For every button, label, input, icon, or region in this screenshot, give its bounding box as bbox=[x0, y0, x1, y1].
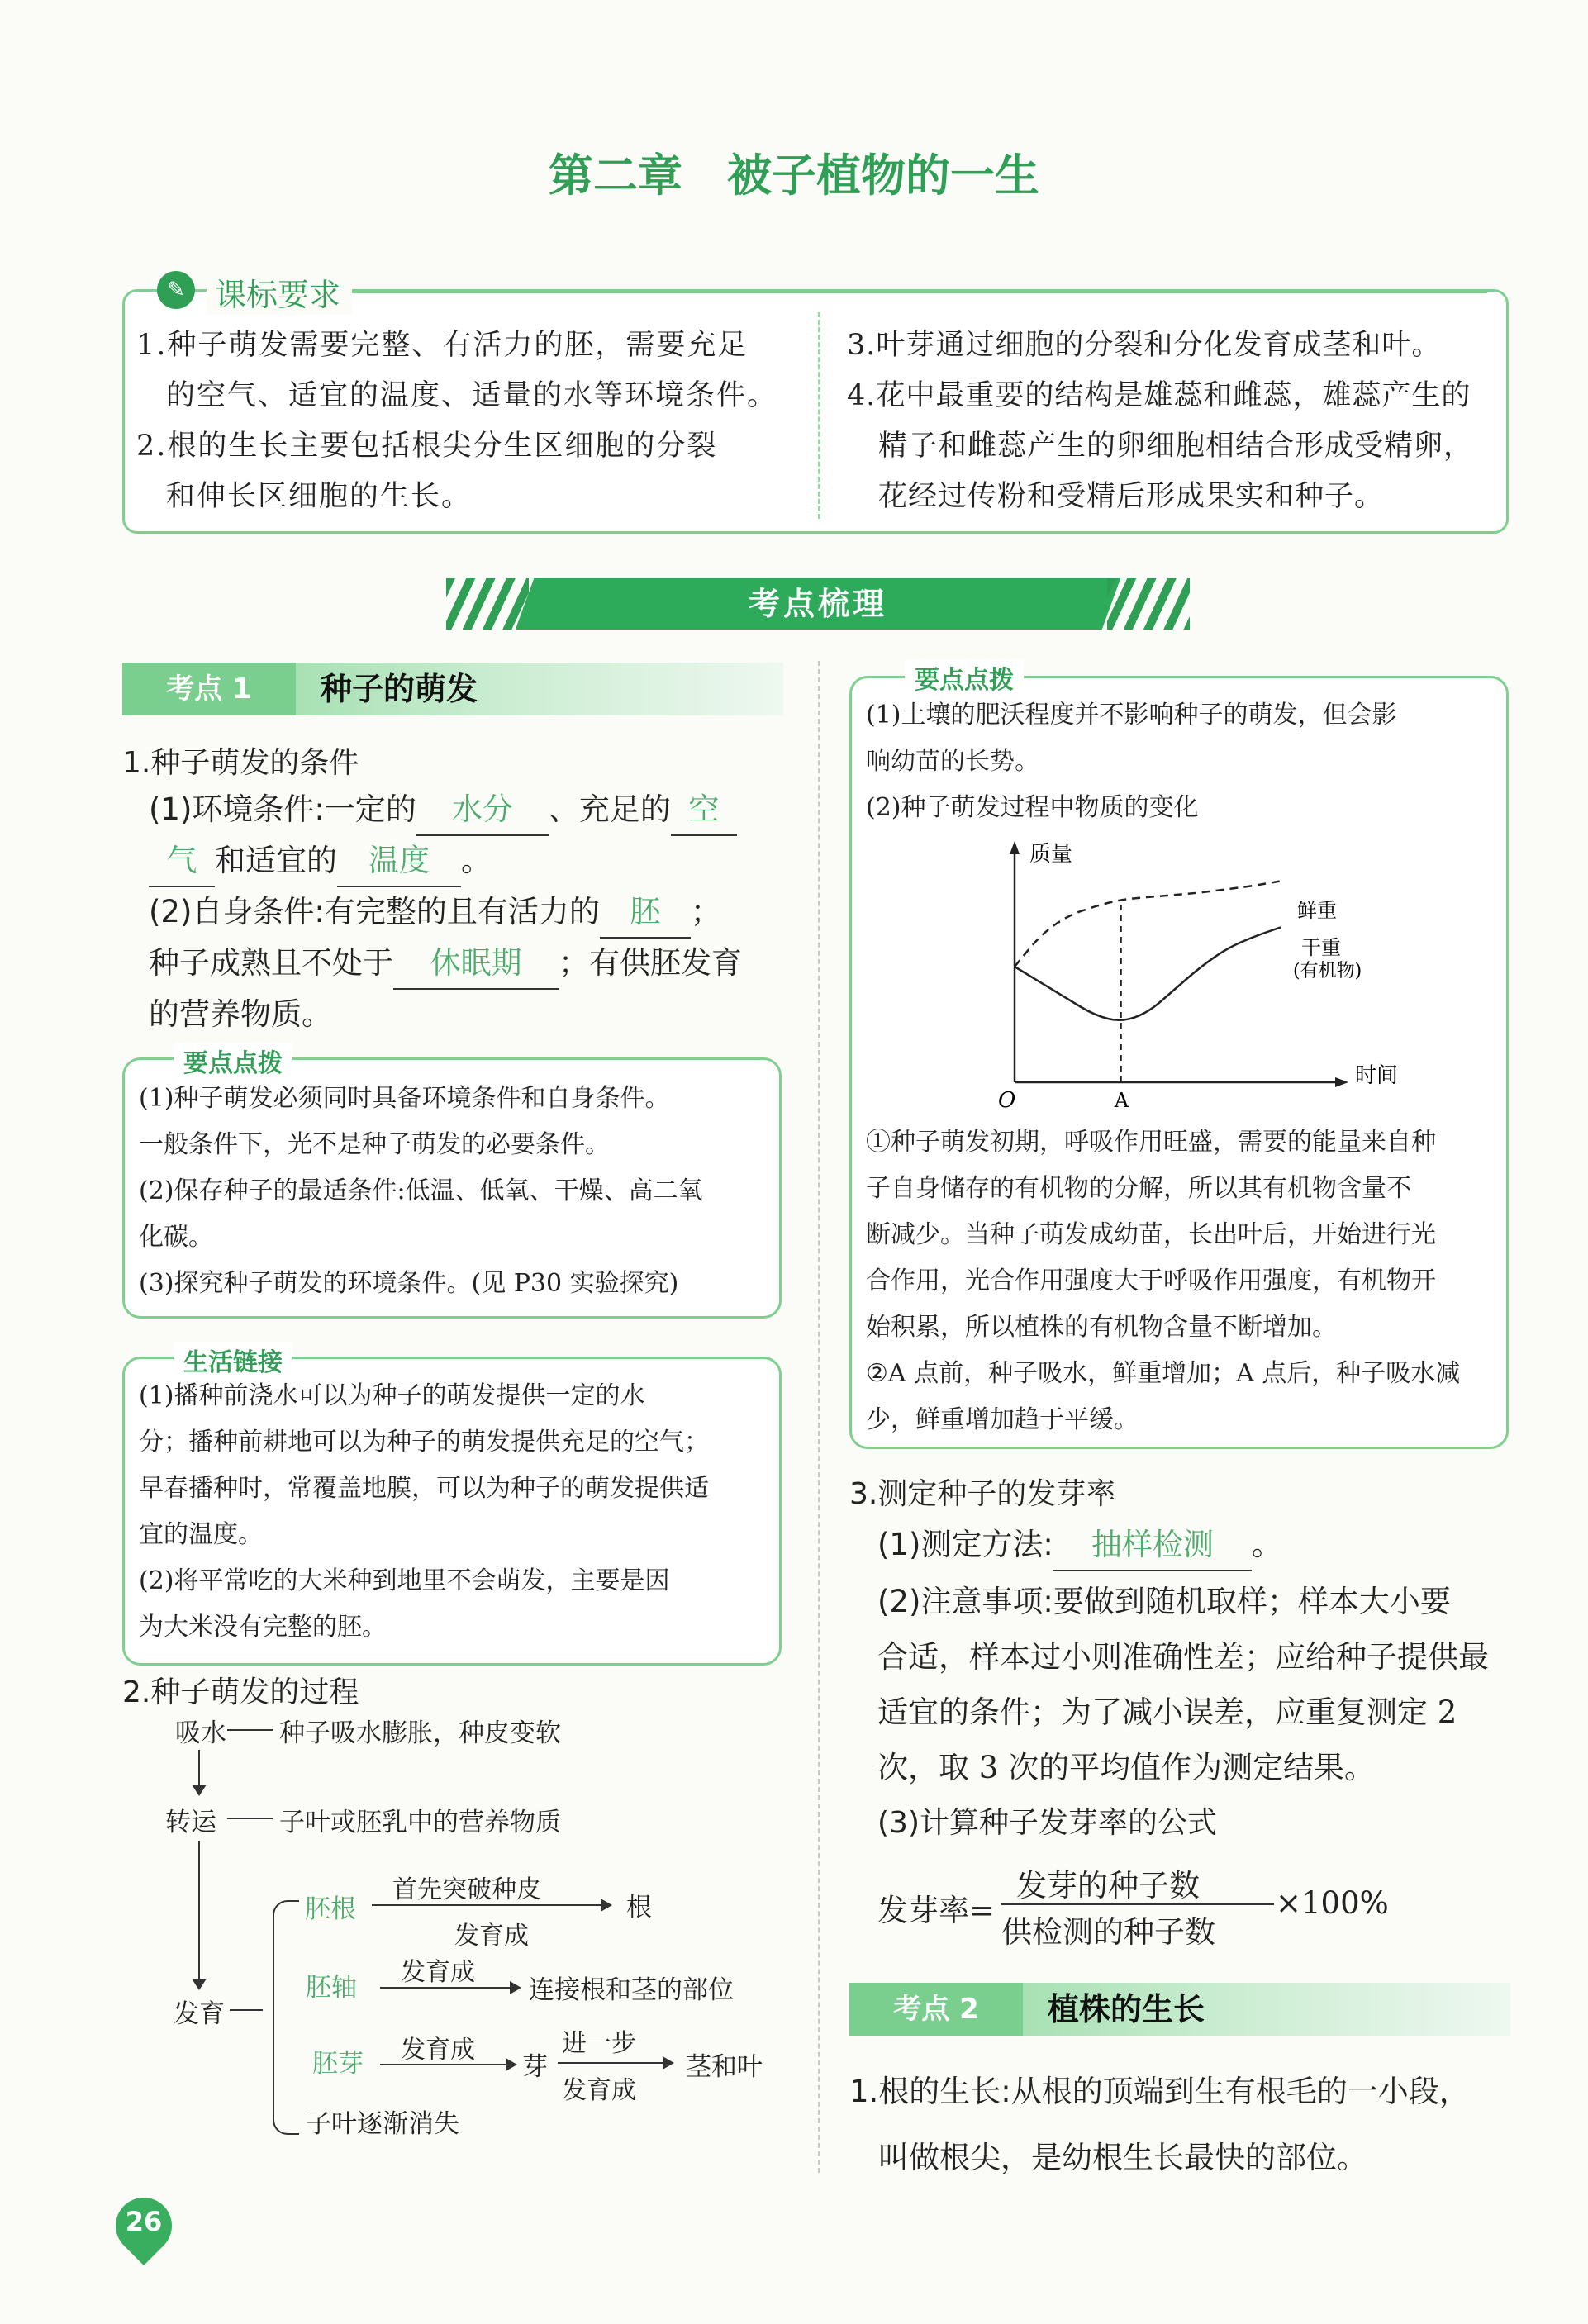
chapter-title: 第二章 被子植物的一生 bbox=[549, 150, 1039, 202]
chart-series-fresh bbox=[1015, 881, 1281, 967]
tips2-text-top: (1)土壤的肥沃程度并不影响种子的萌发，但会影 响幼苗的长势。 (2)种子萌发过程中物质的变化 bbox=[866, 701, 1397, 822]
standards-header-line bbox=[347, 291, 1487, 293]
process-radicle-bottom: 发育成 bbox=[454, 1922, 529, 1951]
process-absorb: 吸水 bbox=[175, 1718, 226, 1748]
process-plumule-top: 发育成 bbox=[401, 2036, 475, 2065]
kaodian2-title: 植株的生长 bbox=[1048, 1991, 1205, 2027]
answer-embryo: 胚 bbox=[600, 887, 691, 939]
standards-left-2: 2.根的生长主要包括根尖分生区细胞的分裂 bbox=[136, 430, 718, 463]
process-cotyledon: 子叶逐渐消失 bbox=[306, 2109, 459, 2139]
standards-left-3: 和伸长区细胞的生长。 bbox=[166, 480, 473, 513]
formula-multiplier: ×100% bbox=[1276, 1885, 1389, 1921]
standards-icon: ✎ bbox=[157, 271, 195, 309]
plumule-arrow bbox=[380, 2064, 508, 2065]
process-bud-bottom: 发育成 bbox=[562, 2076, 636, 2105]
standards-right-1: 4.花中最重要的结构是雄蕊和雌蕊，雄蕊产生的 bbox=[847, 379, 1472, 412]
conditions-heading: 1.种子萌发的条件 bbox=[122, 746, 359, 780]
page-number: 26 bbox=[125, 2206, 163, 2237]
process-bud-top: 进一步 bbox=[562, 2029, 636, 2058]
process-connect: 连接根和茎的部位 bbox=[529, 1975, 734, 2005]
tips1-label: 要点点拨 bbox=[174, 1043, 292, 1079]
life-label: 生活链接 bbox=[174, 1342, 292, 1378]
process-transport-desc: 子叶或胚乳中的营养物质 bbox=[279, 1808, 561, 1837]
bud-arrow bbox=[558, 2062, 665, 2064]
answer-sampling: 抽样检测 bbox=[1053, 1520, 1252, 1571]
answer-water: 水分 bbox=[416, 785, 549, 836]
column-divider bbox=[818, 661, 820, 2173]
chart-xlabel: 时间 bbox=[1355, 1063, 1399, 1088]
chart-legend-dry-sub: (有机物) bbox=[1293, 961, 1362, 981]
standards-divider bbox=[818, 312, 820, 519]
process-stem-leaf: 茎和叶 bbox=[686, 2052, 763, 2082]
process-transport: 转运 bbox=[165, 1808, 216, 1837]
standards-right-0: 3.叶芽通过细胞的分裂和分化发育成茎和叶。 bbox=[847, 329, 1442, 362]
standards-right-3: 花经过传粉和受精后形成果实和种子。 bbox=[878, 480, 1385, 513]
tips2-text-bottom: ①种子萌发初期，呼吸作用旺盛，需要的能量来自种 子自身储存的有机物的分解，所以其有机物含量不 断减少。当种子萌发成幼苗，长出叶后，开始进行光 合作用，光合作用强度大于呼吸作用强度，有机物开 始积累，所以植株的有机物含量不断增加。 ②A 点前，种子吸水，鲜重增加；A 点后，种子吸水减 少，鲜重增加趋于平缓。 bbox=[866, 1128, 1461, 1434]
formula-denominator: 供检测的种子数 bbox=[1001, 1914, 1215, 1950]
standards-right-2: 精子和雌蕊产生的卵细胞相结合形成受精卵， bbox=[878, 430, 1474, 463]
formula-heading: (3)计算种子发芽率的公式 bbox=[877, 1806, 1217, 1840]
process-brace bbox=[273, 1900, 299, 2135]
chart-legend-dry: 干重 bbox=[1301, 936, 1341, 959]
germ-notes: (2)注意事项:要做到随机取样；样本大小要 合适，样本过小则准确性差；应给种子提供最 适宜的条件；为了减小误差，应重复测定 2 次，取 3 次的平均值作为测定结果。 bbox=[877, 1584, 1489, 1785]
answer-dormancy: 休眠期 bbox=[393, 939, 559, 990]
chart-marker-label: A bbox=[1114, 1089, 1129, 1112]
chart-y-arrow bbox=[1010, 841, 1020, 854]
section-banner-text: 考点梳理 bbox=[748, 586, 887, 622]
formula-lhs: 发芽率= bbox=[877, 1893, 996, 1928]
radicle-arrow bbox=[372, 1904, 603, 1906]
kaodian2-label: 考点 2 bbox=[849, 1983, 1023, 2036]
process-radicle-top: 首先突破种皮 bbox=[392, 1875, 541, 1904]
formula-numerator: 发芽的种子数 bbox=[1016, 1868, 1200, 1903]
root-growth: 1.根的生长:从根的顶端到生有根毛的一小段， 叫做根尖，是幼根生长最快的部位。 bbox=[849, 2074, 1470, 2175]
chart-x-arrow bbox=[1335, 1077, 1348, 1087]
answer-temperature: 温度 bbox=[337, 836, 461, 887]
kaodian1-title: 种子的萌发 bbox=[321, 671, 478, 707]
answer-air-1: 空 bbox=[671, 785, 737, 836]
process-plumule: 胚芽 bbox=[312, 2049, 364, 2079]
process-heading: 2.种子萌发的过程 bbox=[122, 1675, 359, 1709]
chart-origin: O bbox=[998, 1088, 1016, 1113]
formula bbox=[877, 1861, 1389, 1951]
standards-left bbox=[136, 321, 797, 522]
process-hypocotyl-top: 发育成 bbox=[401, 1958, 475, 1987]
process-absorb-desc: 种子吸水膨胀，种皮变软 bbox=[279, 1718, 561, 1748]
conditions-env-line: (1)环境条件:一定的 水分 、充足的 空 bbox=[149, 785, 737, 836]
conditions-self-line: (2)自身条件:有完整的且有活力的 胚 ； bbox=[149, 887, 721, 939]
process-bud: 芽 bbox=[522, 2052, 548, 2082]
mass-chart bbox=[975, 834, 1421, 1115]
tips2-label: 要点点拨 bbox=[905, 659, 1024, 696]
process-root: 根 bbox=[626, 1893, 652, 1922]
conditions-self-line2: 种子成熟且不处于 休眠期 ；有供胚发育 bbox=[149, 939, 742, 990]
standards-left-0: 1.种子萌发需要完整、有活力的胚，需要充足 bbox=[136, 329, 749, 362]
conditions-env-line2: 气 和适宜的 温度 。 bbox=[149, 836, 492, 887]
standards-label: 课标要求 bbox=[207, 269, 352, 315]
chart-ylabel: 质量 bbox=[1029, 842, 1073, 867]
process-develop: 发育 bbox=[174, 1999, 225, 2029]
answer-air-2: 气 bbox=[149, 836, 215, 887]
kaodian2-bar bbox=[849, 1983, 1510, 2036]
conditions-self-line3: 的营养物质。 bbox=[149, 996, 332, 1032]
standards-right bbox=[847, 321, 1500, 522]
tips1-text: (1)种子萌发必须同时具备环境条件和自身条件。 一般条件下，光不是种子萌发的必要条件。 (2)保存种子的最适条件:低温、低氧、干燥、高二氧 化碳。 (3)探究种子萌发的环境条件。(见 P30 实验探究) bbox=[139, 1084, 703, 1298]
life-text: (1)播种前浇水可以为种子的萌发提供一定的水 分；播种前耕地可以为种子的萌发提供充足的空气； 早春播种时，常覆盖地膜，可以为种子的萌发提供适 宜的温度。 (2)将平常吃的大米种到地里不会萌发，主要是因 为大米没有完整的胚。 bbox=[139, 1381, 709, 1642]
process-hypocotyl: 胚轴 bbox=[306, 1973, 357, 2003]
chart-series-dry bbox=[1015, 927, 1281, 1019]
kaodian1-label: 考点 1 bbox=[122, 663, 296, 715]
process-radicle: 胚根 bbox=[305, 1894, 356, 1924]
section-banner bbox=[446, 578, 1190, 630]
chart-legend-fresh: 鲜重 bbox=[1297, 899, 1337, 922]
hypocotyl-arrow bbox=[380, 1987, 512, 1989]
germ-method: (1)测定方法: 抽样检测 。 bbox=[877, 1520, 1282, 1571]
standards-left-1: 的空气、适宜的温度、适量的水等环境条件。 bbox=[166, 379, 778, 412]
kaodian1-bar bbox=[122, 663, 783, 715]
germ-heading: 3.测定种子的发芽率 bbox=[849, 1477, 1116, 1511]
